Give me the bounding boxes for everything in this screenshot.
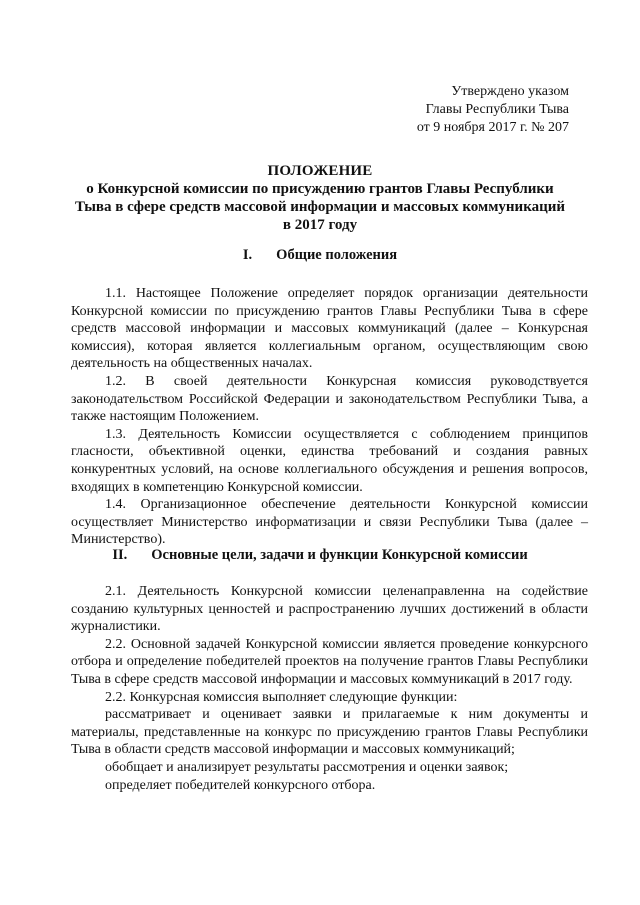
document-title-main: ПОЛОЖЕНИЕ [267, 163, 373, 179]
approval-line-2: Главы Республики Тыва [425, 102, 569, 117]
paragraph-2-function-1: рассматривает и оценивает заявки и прилагаемые к ним документы и материалы, представленные на конкурс по присуждению грантов Главы Республики Тыва в области средств массовой информации и массовых коммуникаций; [71, 707, 588, 758]
section-2-number: II. [112, 547, 128, 563]
paragraph-1-3: 1.3. Деятельность Комиссии осуществляется с соблюдением принципов гласности, объективной оценки, единства требований и создания равных конкурентных условий, на основе коллегиального обсуждения и решения вопросов, входящих в компетенцию Конкурсной комиссии. [71, 426, 588, 495]
paragraph-2-1: 2.1. Деятельность Конкурсной комиссии целенаправленна на содействие созданию культурных ценностей и распространению лучших достижений в области журналистики. [71, 584, 588, 635]
section-2-body [71, 583, 588, 794]
paragraph-2-2: 2.2. Основной задачей Конкурсной комиссии является проведение конкурсного отбора и определение победителей проектов на получение грантов Главы Республики Тыва в сфере средств массовой информации и массовых коммуникаций в 2017 году. [71, 636, 588, 687]
approval-line-1: Утверждено указом [451, 84, 569, 99]
section-1-heading [0, 246, 640, 264]
section-1-number: I. [242, 247, 253, 263]
section-2-title: Основные цели, задачи и функции Конкурсной комиссии [151, 547, 528, 563]
paragraph-1-2: 1.2. В своей деятельности Конкурсная комиссия руководствуется законодательством Российской Федерации и законодательством Республики Тыва, а также настоящим Положением. [71, 373, 588, 425]
section-1-title: Общие положения [276, 247, 398, 263]
section-2-heading [0, 546, 640, 564]
approval-line-3: от 9 ноября 2017 г. № 207 [416, 120, 569, 135]
paragraph-2-function-2: обобщает и анализирует результаты рассмотрения и оценки заявок; [105, 759, 509, 775]
document-title-line-1: о Конкурсной комиссии по присуждению грантов Главы Республики [86, 181, 554, 197]
document-title-line-2: Тыва в сфере средств массовой информации и массовых коммуникаций [74, 199, 566, 215]
section-1-body [71, 285, 588, 549]
approval-stamp [339, 83, 569, 137]
paragraph-1-1: 1.1. Настоящее Положение определяет порядок организации деятельности Конкурсной комиссии по присуждению грантов Главы Республики Тыва в сфере средств массовой информации и массовых коммуникаций (далее – Конкурсная комиссия), которая является коллегиальным органом, осуществляющим свою деятельность на общественных началах. [71, 286, 588, 372]
document-title [60, 162, 580, 234]
document-title-line-3: в 2017 году [282, 217, 358, 233]
paragraph-2-function-3: определяет победителей конкурсного отбора. [105, 777, 376, 793]
paragraph-2-3: 2.2. Конкурсная комиссия выполняет следующие функции: [105, 689, 458, 705]
paragraph-1-4: 1.4. Организационное обеспечение деятельности Конкурсной комиссии осуществляет Министерство информатизации и связи Республики Тыва (далее – Министерство). [71, 497, 588, 548]
